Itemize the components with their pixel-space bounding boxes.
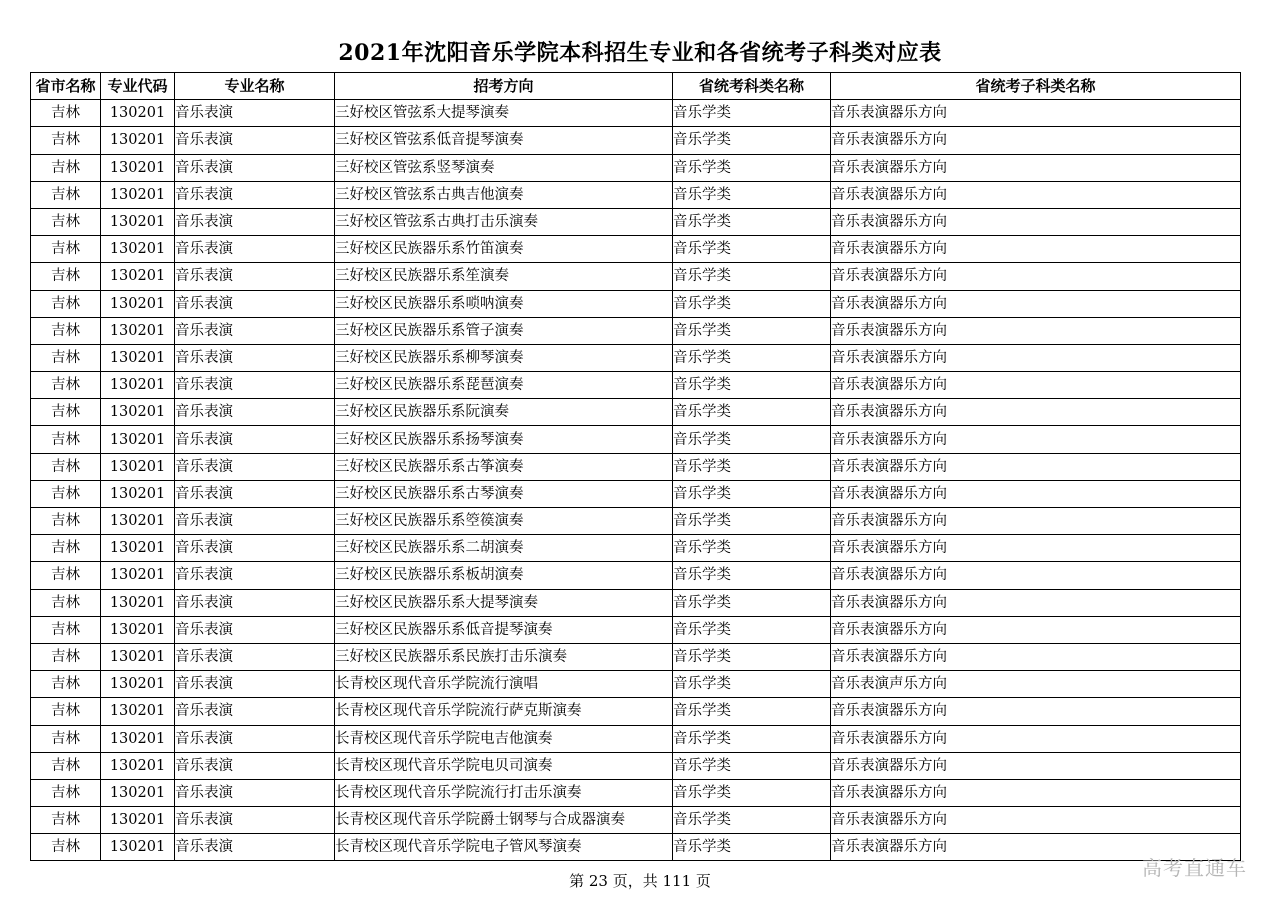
cell-category: 音乐学类: [673, 725, 831, 752]
cell-major-name: 音乐表演: [175, 807, 335, 834]
cell-province: 吉林: [31, 480, 101, 507]
cell-direction: 三好校区民族器乐系板胡演奏: [335, 562, 673, 589]
cell-category: 音乐学类: [673, 100, 831, 127]
cell-subcategory: 音乐表演器乐方向: [831, 290, 1241, 317]
table-row: [31, 616, 1241, 643]
cell-direction: 三好校区民族器乐系低音提琴演奏: [335, 616, 673, 643]
cell-category: 音乐学类: [673, 399, 831, 426]
cell-category: 音乐学类: [673, 589, 831, 616]
table-row: [31, 779, 1241, 806]
cell-subcategory: 音乐表演器乐方向: [831, 589, 1241, 616]
cell-major-name: 音乐表演: [175, 698, 335, 725]
table-row: [31, 236, 1241, 263]
cell-subcategory: 音乐表演器乐方向: [831, 317, 1241, 344]
cell-category: 音乐学类: [673, 752, 831, 779]
cell-major-code: 130201: [101, 453, 175, 480]
admission-table: [30, 72, 1241, 861]
cell-major-name: 音乐表演: [175, 208, 335, 235]
table-row: [31, 453, 1241, 480]
cell-direction: 三好校区民族器乐系笙演奏: [335, 263, 673, 290]
cell-direction: 三好校区民族器乐系琵琶演奏: [335, 372, 673, 399]
cell-subcategory: 音乐表演器乐方向: [831, 807, 1241, 834]
cell-direction: 三好校区民族器乐系柳琴演奏: [335, 344, 673, 371]
cell-subcategory: 音乐表演器乐方向: [831, 752, 1241, 779]
cell-subcategory: 音乐表演器乐方向: [831, 535, 1241, 562]
document-title: 2021年沈阳音乐学院本科招生专业和各省统考子科类对应表: [338, 40, 942, 66]
cell-direction: 长青校区现代音乐学院流行演唱: [335, 671, 673, 698]
cell-province: 吉林: [31, 181, 101, 208]
cell-direction: 三好校区管弦系古典吉他演奏: [335, 181, 673, 208]
table-row: [31, 725, 1241, 752]
cell-major-code: 130201: [101, 643, 175, 670]
table-header-row: [31, 73, 1241, 100]
table-row: [31, 480, 1241, 507]
cell-major-code: 130201: [101, 344, 175, 371]
header-direction: 招考方向: [335, 73, 673, 100]
cell-subcategory: 音乐表演器乐方向: [831, 616, 1241, 643]
cell-direction: 三好校区民族器乐系阮演奏: [335, 399, 673, 426]
cell-category: 音乐学类: [673, 480, 831, 507]
cell-major-name: 音乐表演: [175, 779, 335, 806]
cell-subcategory: 音乐表演器乐方向: [831, 725, 1241, 752]
cell-major-code: 130201: [101, 698, 175, 725]
cell-province: 吉林: [31, 344, 101, 371]
cell-subcategory: 音乐表演器乐方向: [831, 181, 1241, 208]
table-row: [31, 344, 1241, 371]
cell-subcategory: 音乐表演器乐方向: [831, 236, 1241, 263]
cell-category: 音乐学类: [673, 372, 831, 399]
cell-direction: 三好校区民族器乐系竹笛演奏: [335, 236, 673, 263]
cell-subcategory: 音乐表演器乐方向: [831, 698, 1241, 725]
table-row: [31, 562, 1241, 589]
cell-direction: 三好校区民族器乐系古筝演奏: [335, 453, 673, 480]
cell-major-code: 130201: [101, 154, 175, 181]
cell-province: 吉林: [31, 562, 101, 589]
cell-province: 吉林: [31, 589, 101, 616]
cell-major-code: 130201: [101, 100, 175, 127]
table-body: [31, 100, 1241, 861]
cell-subcategory: 音乐表演器乐方向: [831, 127, 1241, 154]
cell-subcategory: 音乐表演器乐方向: [831, 208, 1241, 235]
cell-major-name: 音乐表演: [175, 589, 335, 616]
table-row: [31, 698, 1241, 725]
cell-direction: 长青校区现代音乐学院爵士钢琴与合成器演奏: [335, 807, 673, 834]
cell-subcategory: 音乐表演器乐方向: [831, 399, 1241, 426]
cell-direction: 长青校区现代音乐学院电子管风琴演奏: [335, 834, 673, 861]
cell-province: 吉林: [31, 208, 101, 235]
cell-major-name: 音乐表演: [175, 508, 335, 535]
cell-province: 吉林: [31, 263, 101, 290]
table-row: [31, 671, 1241, 698]
cell-major-code: 130201: [101, 426, 175, 453]
cell-major-name: 音乐表演: [175, 236, 335, 263]
cell-subcategory: 音乐表演器乐方向: [831, 263, 1241, 290]
cell-category: 音乐学类: [673, 236, 831, 263]
cell-direction: 长青校区现代音乐学院流行萨克斯演奏: [335, 698, 673, 725]
cell-category: 音乐学类: [673, 779, 831, 806]
cell-major-code: 130201: [101, 725, 175, 752]
cell-major-name: 音乐表演: [175, 643, 335, 670]
cell-major-code: 130201: [101, 399, 175, 426]
cell-category: 音乐学类: [673, 154, 831, 181]
cell-major-name: 音乐表演: [175, 100, 335, 127]
table-row: [31, 208, 1241, 235]
watermark: 高考直通车: [1142, 856, 1247, 880]
cell-major-code: 130201: [101, 127, 175, 154]
cell-major-code: 130201: [101, 752, 175, 779]
cell-direction: 三好校区民族器乐系民族打击乐演奏: [335, 643, 673, 670]
cell-province: 吉林: [31, 752, 101, 779]
cell-province: 吉林: [31, 317, 101, 344]
cell-major-name: 音乐表演: [175, 317, 335, 344]
cell-category: 音乐学类: [673, 671, 831, 698]
cell-major-code: 130201: [101, 317, 175, 344]
cell-subcategory: 音乐表演器乐方向: [831, 154, 1241, 181]
cell-major-name: 音乐表演: [175, 290, 335, 317]
cell-province: 吉林: [31, 779, 101, 806]
cell-major-name: 音乐表演: [175, 616, 335, 643]
table-row: [31, 508, 1241, 535]
cell-direction: 三好校区管弦系大提琴演奏: [335, 100, 673, 127]
cell-category: 音乐学类: [673, 426, 831, 453]
table-row: [31, 535, 1241, 562]
cell-category: 音乐学类: [673, 834, 831, 861]
table-row: [31, 426, 1241, 453]
cell-province: 吉林: [31, 698, 101, 725]
cell-direction: 长青校区现代音乐学院电贝司演奏: [335, 752, 673, 779]
cell-major-code: 130201: [101, 807, 175, 834]
cell-subcategory: 音乐表演器乐方向: [831, 508, 1241, 535]
cell-direction: 三好校区管弦系古典打击乐演奏: [335, 208, 673, 235]
cell-province: 吉林: [31, 399, 101, 426]
cell-category: 音乐学类: [673, 263, 831, 290]
cell-province: 吉林: [31, 372, 101, 399]
cell-major-code: 130201: [101, 535, 175, 562]
cell-category: 音乐学类: [673, 698, 831, 725]
cell-major-name: 音乐表演: [175, 562, 335, 589]
cell-major-name: 音乐表演: [175, 453, 335, 480]
cell-category: 音乐学类: [673, 453, 831, 480]
cell-province: 吉林: [31, 643, 101, 670]
table-row: [31, 752, 1241, 779]
cell-category: 音乐学类: [673, 127, 831, 154]
cell-direction: 三好校区民族器乐系古琴演奏: [335, 480, 673, 507]
cell-subcategory: 音乐表演器乐方向: [831, 100, 1241, 127]
cell-category: 音乐学类: [673, 616, 831, 643]
cell-major-name: 音乐表演: [175, 344, 335, 371]
cell-major-code: 130201: [101, 290, 175, 317]
cell-major-code: 130201: [101, 589, 175, 616]
cell-major-code: 130201: [101, 480, 175, 507]
cell-subcategory: 音乐表演器乐方向: [831, 643, 1241, 670]
table-row: [31, 589, 1241, 616]
cell-major-name: 音乐表演: [175, 725, 335, 752]
cell-subcategory: 音乐表演器乐方向: [831, 779, 1241, 806]
cell-category: 音乐学类: [673, 344, 831, 371]
cell-major-code: 130201: [101, 508, 175, 535]
cell-subcategory: 音乐表演声乐方向: [831, 671, 1241, 698]
table-row: [31, 317, 1241, 344]
cell-subcategory: 音乐表演器乐方向: [831, 372, 1241, 399]
cell-major-code: 130201: [101, 779, 175, 806]
cell-major-code: 130201: [101, 671, 175, 698]
cell-category: 音乐学类: [673, 208, 831, 235]
cell-direction: 长青校区现代音乐学院流行打击乐演奏: [335, 779, 673, 806]
cell-category: 音乐学类: [673, 807, 831, 834]
cell-major-name: 音乐表演: [175, 399, 335, 426]
cell-province: 吉林: [31, 725, 101, 752]
header-category: 省统考科类名称: [673, 73, 831, 100]
cell-major-code: 130201: [101, 263, 175, 290]
cell-province: 吉林: [31, 807, 101, 834]
cell-province: 吉林: [31, 154, 101, 181]
cell-province: 吉林: [31, 508, 101, 535]
cell-major-name: 音乐表演: [175, 834, 335, 861]
cell-direction: 长青校区现代音乐学院电吉他演奏: [335, 725, 673, 752]
cell-province: 吉林: [31, 834, 101, 861]
cell-category: 音乐学类: [673, 508, 831, 535]
table-row: [31, 399, 1241, 426]
cell-category: 音乐学类: [673, 562, 831, 589]
cell-direction: 三好校区民族器乐系二胡演奏: [335, 535, 673, 562]
cell-province: 吉林: [31, 236, 101, 263]
cell-subcategory: 音乐表演器乐方向: [831, 834, 1241, 861]
cell-category: 音乐学类: [673, 290, 831, 317]
cell-category: 音乐学类: [673, 317, 831, 344]
header-province: 省市名称: [31, 73, 101, 100]
cell-direction: 三好校区管弦系竖琴演奏: [335, 154, 673, 181]
table-row: [31, 154, 1241, 181]
cell-subcategory: 音乐表演器乐方向: [831, 480, 1241, 507]
cell-province: 吉林: [31, 100, 101, 127]
cell-province: 吉林: [31, 671, 101, 698]
cell-province: 吉林: [31, 535, 101, 562]
cell-major-code: 130201: [101, 236, 175, 263]
cell-major-name: 音乐表演: [175, 127, 335, 154]
cell-province: 吉林: [31, 426, 101, 453]
cell-major-code: 130201: [101, 834, 175, 861]
cell-major-code: 130201: [101, 181, 175, 208]
cell-major-name: 音乐表演: [175, 372, 335, 399]
cell-major-name: 音乐表演: [175, 671, 335, 698]
header-major-code: 专业代码: [101, 73, 175, 100]
cell-major-name: 音乐表演: [175, 752, 335, 779]
header-major-name: 专业名称: [175, 73, 335, 100]
cell-major-code: 130201: [101, 616, 175, 643]
table-row: [31, 643, 1241, 670]
page-footer: 第 23 页，共 111 页: [569, 872, 711, 890]
table-row: [31, 100, 1241, 127]
cell-direction: 三好校区民族器乐系扬琴演奏: [335, 426, 673, 453]
cell-major-name: 音乐表演: [175, 181, 335, 208]
cell-category: 音乐学类: [673, 181, 831, 208]
cell-major-name: 音乐表演: [175, 263, 335, 290]
cell-subcategory: 音乐表演器乐方向: [831, 562, 1241, 589]
header-subcategory: 省统考子科类名称: [831, 73, 1241, 100]
table-row: [31, 263, 1241, 290]
cell-subcategory: 音乐表演器乐方向: [831, 344, 1241, 371]
cell-direction: 三好校区民族器乐系箜篌演奏: [335, 508, 673, 535]
cell-major-code: 130201: [101, 372, 175, 399]
cell-subcategory: 音乐表演器乐方向: [831, 426, 1241, 453]
cell-major-name: 音乐表演: [175, 480, 335, 507]
cell-category: 音乐学类: [673, 535, 831, 562]
cell-direction: 三好校区民族器乐系大提琴演奏: [335, 589, 673, 616]
table-row: [31, 834, 1241, 861]
cell-subcategory: 音乐表演器乐方向: [831, 453, 1241, 480]
cell-major-code: 130201: [101, 208, 175, 235]
cell-major-name: 音乐表演: [175, 535, 335, 562]
cell-province: 吉林: [31, 453, 101, 480]
cell-category: 音乐学类: [673, 643, 831, 670]
cell-direction: 三好校区民族器乐系唢呐演奏: [335, 290, 673, 317]
cell-major-code: 130201: [101, 562, 175, 589]
table-row: [31, 372, 1241, 399]
table-row: [31, 290, 1241, 317]
table-row: [31, 181, 1241, 208]
cell-province: 吉林: [31, 127, 101, 154]
cell-province: 吉林: [31, 290, 101, 317]
table-row: [31, 807, 1241, 834]
cell-province: 吉林: [31, 616, 101, 643]
cell-major-name: 音乐表演: [175, 154, 335, 181]
cell-direction: 三好校区民族器乐系管子演奏: [335, 317, 673, 344]
cell-major-name: 音乐表演: [175, 426, 335, 453]
table-row: [31, 127, 1241, 154]
cell-direction: 三好校区管弦系低音提琴演奏: [335, 127, 673, 154]
